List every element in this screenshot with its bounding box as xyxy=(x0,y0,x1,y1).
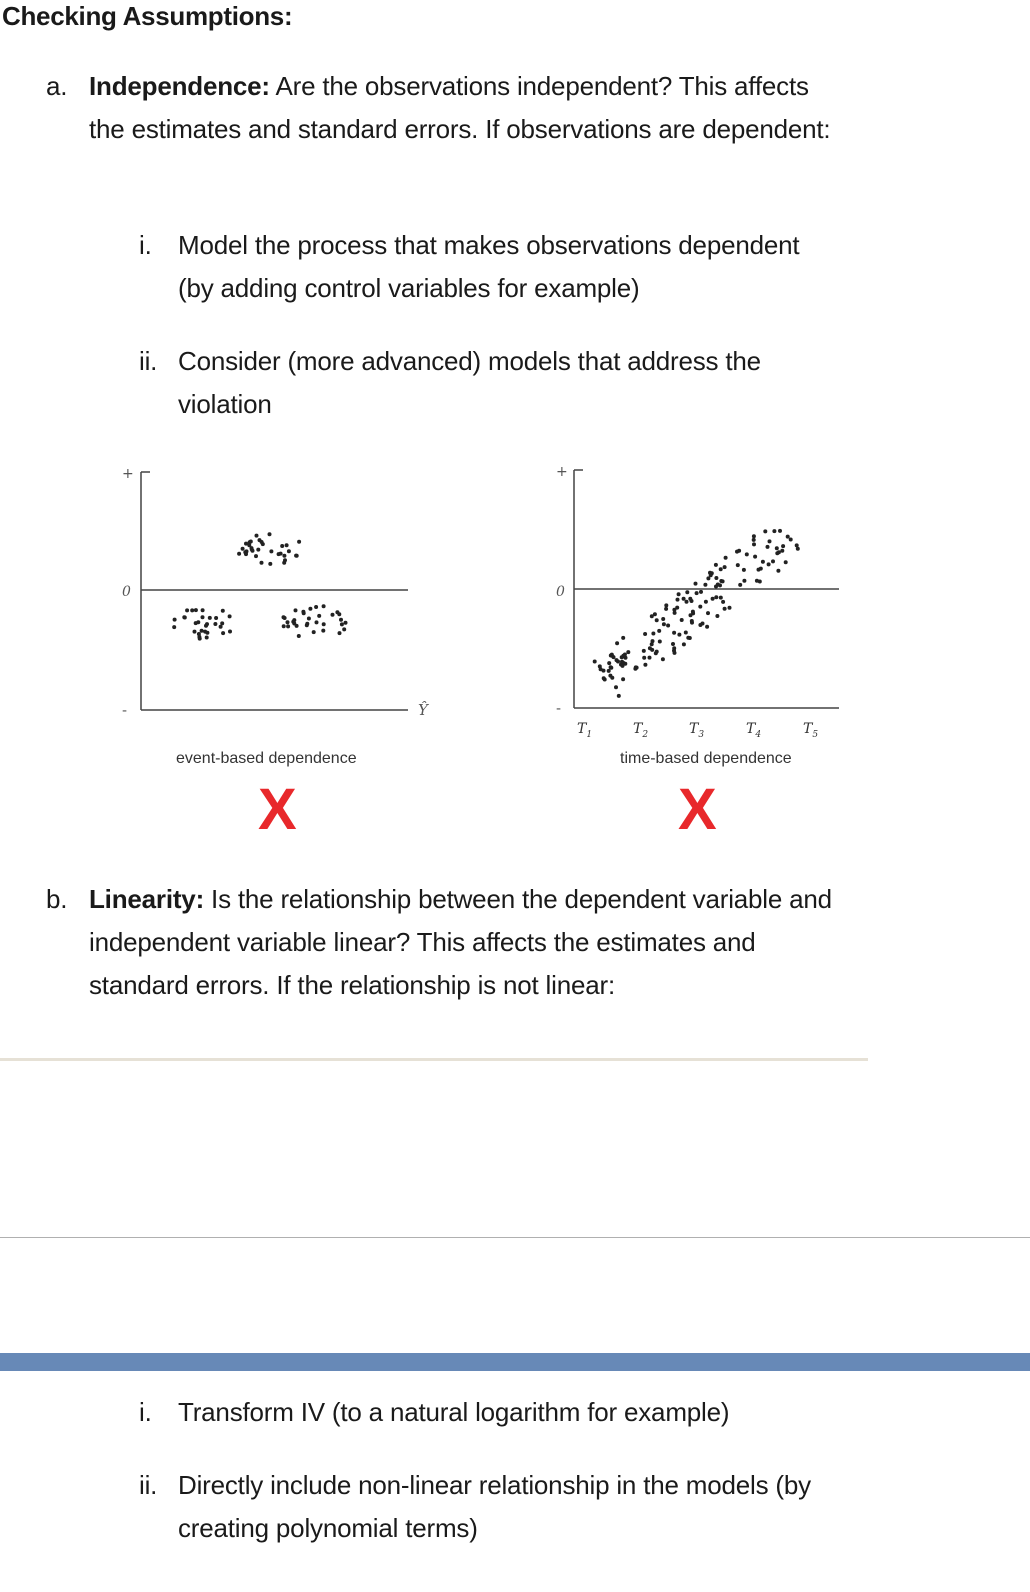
scatter-point xyxy=(676,598,680,602)
scatter-point xyxy=(200,629,204,633)
scatter-point xyxy=(291,620,295,624)
scatter-point xyxy=(287,549,291,553)
scatter-point xyxy=(701,622,705,626)
scatter-point xyxy=(228,614,232,618)
scatter-point xyxy=(614,685,618,689)
y-tick-plus: + xyxy=(122,466,134,482)
scatter-point xyxy=(616,660,620,664)
scatter-point xyxy=(714,595,718,599)
scatter-point xyxy=(767,562,771,566)
scatter-point xyxy=(286,620,290,624)
scatter-point xyxy=(602,676,606,680)
time-based-caption: time-based dependence xyxy=(620,750,792,767)
y-tick-zero: 0 xyxy=(556,584,565,600)
scatter-point xyxy=(666,624,670,628)
scatter-point xyxy=(268,562,272,566)
y-tick-zero: 0 xyxy=(122,584,131,600)
scatter-point xyxy=(706,611,710,615)
independence-item xyxy=(46,65,846,151)
scatter-point xyxy=(671,642,675,646)
scatter-point xyxy=(714,563,718,567)
scatter-point xyxy=(598,664,602,668)
x-tick-t2: $T_2$ xyxy=(633,721,649,740)
scatter-point xyxy=(766,545,770,549)
scatter-point xyxy=(297,634,301,638)
scatter-point xyxy=(221,631,225,635)
x-tick-t1: $T_1$ xyxy=(577,721,593,740)
scatter-point xyxy=(609,665,613,669)
scatter-point xyxy=(609,654,613,658)
scatter-point xyxy=(305,622,309,626)
y-tick-plus: + xyxy=(556,464,568,480)
scatter-point xyxy=(698,605,702,609)
scatter-point xyxy=(775,551,779,555)
scatter-point xyxy=(655,650,659,654)
independence-subitem-2 xyxy=(139,340,839,426)
scatter-point xyxy=(250,548,254,552)
scatter-point xyxy=(615,641,619,645)
linearity-text: Is the relationship between the dependent variable and independent variable linear? This affects the estimates and standard errors. If the relationship is not linear: xyxy=(89,884,832,1000)
scatter-point xyxy=(256,548,260,552)
scatter-point xyxy=(322,604,326,608)
subitem-text: Consider (more advanced) models that address the violation xyxy=(178,346,761,419)
scatter-point xyxy=(763,529,767,533)
scatter-point xyxy=(193,630,197,634)
scatter-point xyxy=(342,627,346,631)
scatter-point xyxy=(221,609,225,613)
subitem-text: Model the process that makes observations dependent (by adding control variables for example) xyxy=(178,230,800,303)
scatter-point xyxy=(621,636,625,640)
dependence-figures xyxy=(0,440,1030,740)
scatter-point xyxy=(307,617,311,621)
scatter-point xyxy=(757,568,761,572)
scatter-point xyxy=(340,622,344,626)
scatter-point xyxy=(661,657,665,661)
scatter-point xyxy=(690,599,694,603)
scatter-point xyxy=(684,631,688,635)
scatter-point xyxy=(721,600,725,604)
scatter-point xyxy=(294,608,298,612)
scatter-point xyxy=(219,625,223,629)
scatter-point xyxy=(245,549,249,553)
subitem-marker: ii. xyxy=(139,1470,158,1500)
scatter-point xyxy=(322,622,326,626)
scatter-point xyxy=(344,621,348,625)
scatter-point xyxy=(673,611,677,615)
scatter-point xyxy=(658,640,662,644)
linearity-heading: Linearity: xyxy=(89,884,205,914)
diagonal-point-cloud xyxy=(593,529,800,698)
linearity-subitem-2 xyxy=(139,1464,879,1550)
subitem-text: Transform IV (to a natural logarithm for example) xyxy=(178,1397,730,1427)
scatter-point xyxy=(714,576,718,580)
y-tick-minus: - xyxy=(122,703,128,719)
scatter-point xyxy=(718,583,722,587)
scatter-point xyxy=(201,615,205,619)
scatter-point xyxy=(778,529,782,533)
scatter-point xyxy=(690,621,694,625)
scatter-point xyxy=(648,656,652,660)
scatter-point xyxy=(738,583,742,587)
scatter-point xyxy=(237,552,241,556)
scatter-point xyxy=(331,613,335,617)
scatter-point xyxy=(634,665,638,669)
scatter-point xyxy=(775,546,779,550)
scatter-point xyxy=(607,669,611,673)
scatter-point xyxy=(705,625,709,629)
linearity-item xyxy=(46,878,856,1007)
event-based-x-mark: X xyxy=(258,777,297,842)
scatter-point xyxy=(719,567,723,571)
scatter-point xyxy=(203,630,207,634)
scatter-point xyxy=(258,538,262,542)
scatter-point xyxy=(617,694,621,698)
scatter-point xyxy=(651,632,655,636)
linearity-subitem-1 xyxy=(139,1391,899,1434)
scatter-point xyxy=(651,639,655,643)
scatter-point xyxy=(704,600,708,604)
scatter-point xyxy=(642,649,646,653)
scatter-point xyxy=(677,592,681,596)
scatter-point xyxy=(295,554,299,558)
event-based-caption: event-based dependence xyxy=(176,750,357,767)
scatter-point xyxy=(282,615,286,619)
x-tick-t4: $T_4$ xyxy=(746,721,762,740)
scatter-point xyxy=(321,629,325,633)
scatter-point xyxy=(786,535,790,539)
scatter-point xyxy=(213,622,217,626)
scatter-point xyxy=(297,540,301,544)
scatter-point xyxy=(753,555,757,559)
scatter-point xyxy=(695,591,699,595)
scatter-point xyxy=(689,613,693,617)
scatter-point xyxy=(781,544,785,548)
scatter-point xyxy=(197,632,201,636)
scatter-point xyxy=(768,539,772,543)
scatter-point xyxy=(182,615,186,619)
scatter-point xyxy=(194,621,198,625)
point-cluster-right xyxy=(282,604,348,638)
scatter-point xyxy=(703,583,707,587)
scatter-point xyxy=(607,661,611,665)
scatter-point xyxy=(682,642,686,646)
scatter-point xyxy=(655,618,659,622)
point-cluster-left xyxy=(172,608,232,641)
scatter-point xyxy=(339,618,343,622)
scatter-point xyxy=(715,614,719,618)
scatter-point xyxy=(723,607,727,611)
scatter-point xyxy=(752,542,756,546)
scatter-point xyxy=(789,538,793,542)
scatter-point xyxy=(737,549,741,553)
scatter-point xyxy=(626,650,630,654)
independence-text: Are the observations independent? This affects the estimates and standard errors. If observations are dependent: xyxy=(89,71,831,144)
scatter-point xyxy=(255,534,259,538)
scatter-point xyxy=(721,579,725,583)
scatter-point xyxy=(247,543,251,547)
scatter-point xyxy=(784,560,788,564)
scatter-point xyxy=(277,552,281,556)
x-tick-t5: $T_5$ xyxy=(803,721,819,740)
scatter-point xyxy=(709,573,713,577)
scatter-point xyxy=(172,625,176,629)
scatter-point xyxy=(677,633,681,637)
scatter-point xyxy=(680,618,684,622)
scatter-point xyxy=(691,610,695,614)
scatter-point xyxy=(643,632,647,636)
y-tick-minus: - xyxy=(556,701,562,717)
scatter-point xyxy=(198,637,202,641)
scatter-point xyxy=(286,624,290,628)
independence-heading: Independence: xyxy=(89,71,270,101)
scatter-point xyxy=(282,624,286,628)
scatter-point xyxy=(283,558,287,562)
scatter-point xyxy=(664,603,668,607)
x-axis-label: Ŷ xyxy=(418,701,428,719)
scatter-point xyxy=(752,534,756,538)
scatter-point xyxy=(771,559,775,563)
scatter-point xyxy=(269,549,273,553)
scatter-point xyxy=(593,660,597,664)
scatter-point xyxy=(723,565,727,569)
scatter-point xyxy=(268,532,272,536)
scatter-point xyxy=(282,554,286,558)
divider-tan xyxy=(0,1058,868,1061)
scatter-point xyxy=(682,597,686,601)
scatter-point xyxy=(620,655,624,659)
scatter-point xyxy=(780,549,784,553)
scatter-point xyxy=(642,656,646,660)
x-tick-t3: $T_3$ xyxy=(689,721,705,740)
scatter-point xyxy=(711,597,715,601)
scatter-point xyxy=(335,610,339,614)
scatter-point xyxy=(742,568,746,572)
scatter-point xyxy=(241,547,245,551)
scatter-point xyxy=(621,677,625,681)
scatter-point xyxy=(621,664,625,668)
scatter-point xyxy=(194,608,198,612)
scatter-point xyxy=(653,612,657,616)
item-marker: b. xyxy=(46,884,68,914)
scatter-point xyxy=(205,636,209,640)
scatter-point xyxy=(317,614,321,618)
scatter-point xyxy=(643,663,647,667)
scatter-point xyxy=(308,607,312,611)
independence-subitem-1 xyxy=(139,224,839,310)
scatter-point xyxy=(285,543,289,547)
scatter-point xyxy=(728,606,732,610)
scatter-point xyxy=(795,543,799,547)
scatter-point xyxy=(648,646,652,650)
scatter-point xyxy=(761,560,765,564)
scatter-point xyxy=(772,529,776,533)
scatter-point xyxy=(228,630,232,634)
subitem-marker: i. xyxy=(139,230,152,260)
scatter-point xyxy=(685,600,689,604)
divider-blue-bar xyxy=(0,1353,1030,1371)
scatter-point xyxy=(173,618,177,622)
time-based-plot xyxy=(556,464,839,740)
scatter-point xyxy=(280,544,284,548)
scatter-point xyxy=(302,611,306,615)
scatter-point xyxy=(686,636,690,640)
scatter-point xyxy=(610,676,614,680)
scatter-point xyxy=(664,607,668,611)
scatter-point xyxy=(214,616,218,620)
scatter-point xyxy=(699,590,703,594)
scatter-point xyxy=(662,622,666,626)
item-marker: a. xyxy=(46,71,68,101)
time-based-x-mark: X xyxy=(678,777,717,842)
subitem-text: Directly include non-linear relationship in the models (by creating polynomial terms) xyxy=(178,1470,811,1543)
scatter-point xyxy=(201,608,205,612)
scatter-point xyxy=(745,552,749,556)
scatter-point xyxy=(776,569,780,573)
subitem-marker: ii. xyxy=(139,346,158,376)
scatter-point xyxy=(312,630,316,634)
scatter-point xyxy=(623,653,627,657)
scatter-point xyxy=(675,606,679,610)
scatter-point xyxy=(657,629,661,633)
scatter-point xyxy=(719,596,723,600)
page-title: Checking Assumptions: xyxy=(2,1,293,31)
scatter-point xyxy=(338,631,342,635)
scatter-point xyxy=(208,616,212,620)
scatter-point xyxy=(249,540,253,544)
scatter-point xyxy=(752,538,756,542)
scatter-point xyxy=(185,608,189,612)
scatter-point xyxy=(314,605,318,609)
scatter-point xyxy=(742,579,746,583)
scatter-point xyxy=(295,624,299,628)
scatter-point xyxy=(661,617,665,621)
divider-gray xyxy=(0,1237,1030,1238)
scatter-point xyxy=(254,554,258,558)
scatter-point xyxy=(755,579,759,583)
scatter-point xyxy=(190,608,194,612)
scatter-point xyxy=(736,563,740,567)
scatter-point xyxy=(315,620,319,624)
scatter-point xyxy=(673,651,677,655)
scatter-point xyxy=(205,622,209,626)
scatter-point xyxy=(724,556,728,560)
scatter-point xyxy=(672,631,676,635)
scatter-point xyxy=(694,582,698,586)
scatter-point xyxy=(685,590,689,594)
subitem-marker: i. xyxy=(139,1397,152,1427)
point-cluster-top xyxy=(237,532,301,566)
event-based-plot xyxy=(122,466,430,719)
scatter-point xyxy=(260,561,264,565)
